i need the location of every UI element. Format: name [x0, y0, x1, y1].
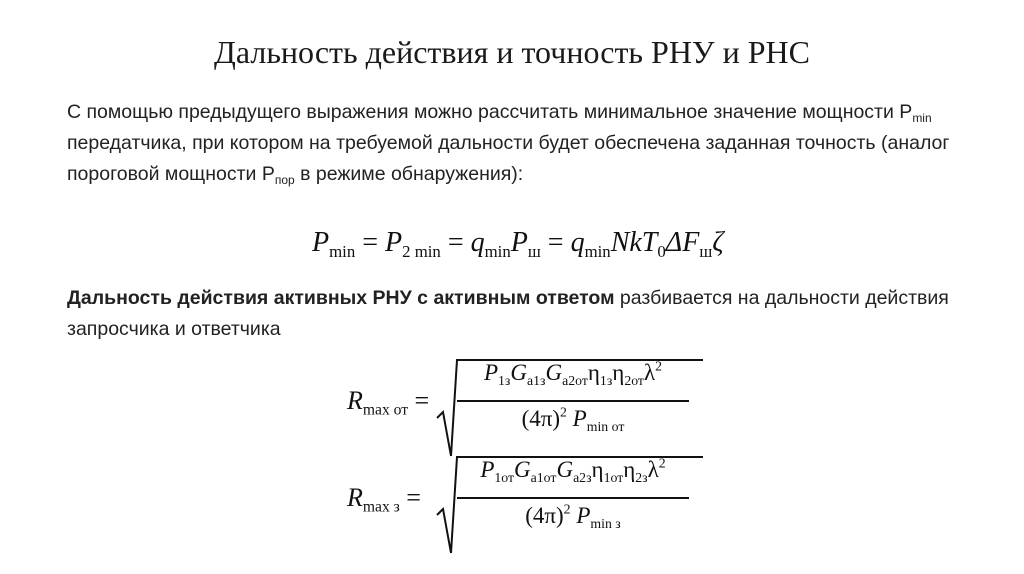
- f1-delta: ΔF: [665, 227, 700, 258]
- rf2-n3s: 1от: [603, 469, 624, 485]
- f1-p: P: [312, 227, 330, 258]
- f1-p2: P: [385, 227, 403, 258]
- rf1-r-sub: max от: [362, 401, 409, 419]
- rf1-radical: [435, 356, 705, 466]
- rf1-n1s: a1з: [527, 372, 546, 388]
- rf2-denominator: [457, 503, 689, 529]
- rf1-d-open: (4π): [521, 406, 561, 431]
- f1-zeta: ζ: [712, 227, 724, 258]
- rf2-n2: G: [556, 457, 574, 482]
- slide-title: Дальность действия и точность РНУ и РНС: [214, 34, 810, 70]
- rf2-sq: 2: [658, 455, 666, 471]
- f1-q2: q: [570, 227, 585, 258]
- rf1-d-sq: 2: [560, 404, 567, 420]
- rf1-numerator: [457, 360, 689, 386]
- f1-p3-sub: ш: [527, 241, 541, 261]
- rf2-d-p: P: [576, 503, 591, 528]
- active-rnu-bold: Дальность действия активных РНУ с активным ответом: [67, 287, 615, 309]
- f1-nkt: NkT: [610, 227, 658, 258]
- intro-sub-por: пор: [274, 173, 295, 187]
- f1-q: q: [470, 227, 485, 258]
- rf2-d-p-sub: min з: [590, 515, 621, 531]
- range-formula-responder: [347, 356, 707, 466]
- rf1-n2s: a2от: [562, 372, 588, 388]
- f1-p-sub: min: [329, 241, 356, 261]
- rf1-n0: P: [483, 360, 499, 385]
- range-formula-interrogator: [347, 453, 707, 563]
- rf2-n2s: a2з: [573, 469, 592, 485]
- rf1-n1: G: [510, 360, 527, 385]
- rf2-lambda: λ: [647, 457, 659, 482]
- rf1-r: R: [347, 386, 363, 415]
- rf2-fraction-bar: [457, 497, 689, 499]
- rf1-denominator: [457, 406, 689, 432]
- rf1-n3: η: [587, 360, 600, 385]
- rf1-eq: =: [408, 386, 430, 415]
- rf2-n3: η: [591, 457, 604, 482]
- intro-text-1: С помощью предыдущего выражения можно рассчитать минимальное значение мощности P: [67, 101, 913, 123]
- f1-f-sub: ш: [699, 241, 713, 261]
- intro-text-2: передатчика, при котором на требуемой дальности будет обеспечена заданная точность (аналог пороговой мощности P: [67, 132, 950, 185]
- rf2-n0s: 1от: [494, 469, 515, 485]
- rf1-fraction-bar: [457, 400, 689, 402]
- f1-t-sub: 0: [657, 241, 666, 261]
- rf2-r: R: [347, 483, 363, 512]
- rf1-n4s: 2от: [624, 372, 644, 388]
- rf2-lhs: [347, 483, 421, 516]
- f1-p3: P: [510, 227, 528, 258]
- rf1-sq: 2: [655, 358, 663, 374]
- intro-paragraph: [67, 97, 967, 190]
- rf1-n0s: 1з: [498, 372, 511, 388]
- rf1-lambda: λ: [643, 360, 656, 385]
- rf1-n4: η: [612, 360, 625, 385]
- rf2-r-sub: max з: [362, 498, 400, 516]
- rf2-d-open: (4π): [525, 503, 564, 528]
- rf1-n2: G: [545, 360, 563, 385]
- rf1-d-p-sub: min от: [586, 418, 625, 434]
- rf1-n3s: 1з: [599, 372, 613, 388]
- power-formula: [312, 227, 724, 259]
- rf1-d-p: P: [572, 406, 587, 431]
- intro-text-3: в режиме обнаружения):: [294, 163, 524, 185]
- f1-eq1: =: [355, 227, 386, 258]
- rf2-n4: η: [623, 457, 636, 482]
- active-rnu-paragraph: [67, 283, 967, 345]
- rf2-d-sq: 2: [563, 501, 571, 517]
- f1-q2-sub: min: [584, 241, 611, 261]
- intro-sub-min: min: [912, 111, 932, 125]
- rf2-numerator: [457, 457, 689, 483]
- active-rnu-rest: разбивается на дальности действия запросчика и ответчика: [67, 287, 949, 340]
- rf2-eq: =: [399, 483, 421, 512]
- f1-q-sub: min: [484, 241, 511, 261]
- rf2-n1: G: [514, 457, 531, 482]
- rf2-n1s: a1от: [530, 469, 557, 485]
- f1-eq3: =: [540, 227, 571, 258]
- rf2-radical: [435, 453, 705, 563]
- rf2-n4s: 2з: [635, 469, 648, 485]
- rf1-lhs: [347, 386, 430, 419]
- f1-p2-sub: 2 min: [402, 241, 441, 261]
- f1-eq2: =: [440, 227, 471, 258]
- rf2-n0: P: [480, 457, 495, 482]
